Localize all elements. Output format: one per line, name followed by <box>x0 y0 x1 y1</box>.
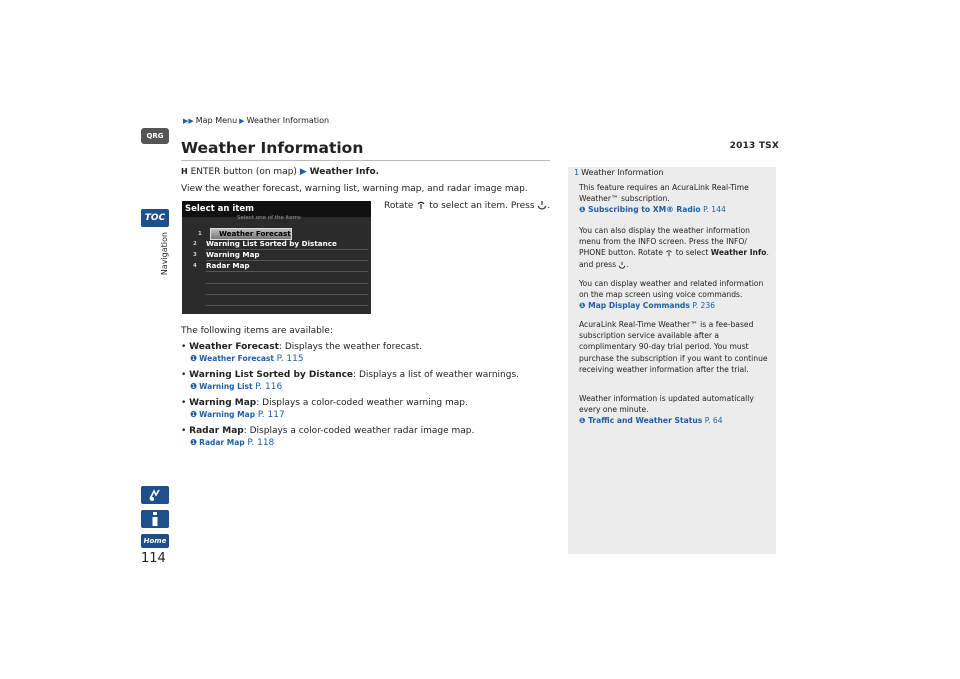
rotate-text-b: to select an item. Press <box>429 201 535 211</box>
rotate-text-a: Rotate <box>384 201 414 211</box>
list-item: • Radar Map: Displays a color-coded weather radar image map. <box>181 426 475 436</box>
sidebar-text: Weather information is updated automatically every one minute. <box>579 394 754 415</box>
sidebar-paragraph <box>579 225 773 270</box>
item-reference[interactable] <box>190 354 304 364</box>
item-reference[interactable] <box>190 438 274 448</box>
breadcrumb: ▶▶ Map Menu ▶ Weather Information <box>183 116 330 125</box>
reference-link[interactable]: Map Display Commands <box>588 301 690 311</box>
menu-path-prefix: ENTER button (on map) <box>190 167 297 177</box>
screen-item-num: 3 <box>193 252 197 258</box>
item-name: Warning Map <box>189 398 257 408</box>
sidebar-paragraph <box>579 278 773 312</box>
screen-divider <box>206 305 368 306</box>
reference-icon: ❶ <box>190 410 198 419</box>
intro-text: View the weather forecast, warning list, warning map, and radar image map. <box>181 184 528 194</box>
reference-link[interactable]: Warning List <box>199 382 253 391</box>
note-number: 1 <box>574 168 580 177</box>
screen-divider <box>206 294 368 295</box>
screen-item-label: Warning List Sorted by Distance <box>206 239 337 248</box>
list-item: • Warning List Sorted by Distance: Displays a list of weather warnings. <box>181 370 519 380</box>
reference-page[interactable]: P. 144 <box>703 205 726 215</box>
screen-item-label: Warning Map <box>206 250 260 259</box>
reference-page[interactable]: P. 116 <box>255 382 283 392</box>
sidebar-text: You can also display the weather information menu from the INFO screen. Press the INFO/ PHONE button. Rotate <box>579 226 750 258</box>
menu-path-target: Weather Info. <box>309 167 380 177</box>
sidebar-note <box>568 167 776 554</box>
voice-button[interactable] <box>141 486 169 504</box>
available-intro: The following items are available: <box>181 326 333 336</box>
rotate-knob-icon <box>665 249 673 257</box>
sidebar-heading <box>574 168 664 177</box>
breadcrumb-item[interactable]: Map Menu <box>195 116 238 125</box>
item-desc: : Displays a color-coded weather warning map. <box>256 398 468 408</box>
screen-item-num: 1 <box>198 231 202 237</box>
sidebar-text: You can display weather and related information on the map screen using voice commands. <box>579 279 764 300</box>
item-reference[interactable] <box>190 410 285 420</box>
list-item: • Weather Forecast: Displays the weather forecast. <box>181 342 423 352</box>
toc-tab[interactable]: TOC <box>141 209 169 227</box>
voice-icon <box>146 487 164 503</box>
menu-path <box>181 167 379 177</box>
item-name: Radar Map <box>189 426 244 436</box>
rotate-knob-icon <box>416 200 426 210</box>
screen-subtitle: Select one of the items <box>237 215 301 221</box>
home-icon: Home <box>143 537 167 545</box>
item-reference[interactable] <box>190 382 282 392</box>
sidebar-text: This feature requires an AcuraLink Real-Time Weather™ subscription. <box>579 183 749 204</box>
screen-item <box>193 250 368 261</box>
page-title: Weather Information <box>181 139 364 157</box>
sidebar-text: AcuraLink Real-Time Weather™ is a fee-based subscription service available after a complimentary 90-day trial period. You must purchase the subscription if you want to continue receiving weather information after the trial. <box>579 320 768 374</box>
reference-icon: ❶ <box>579 205 589 215</box>
sidebar-text: . <box>626 259 629 269</box>
item-name: Weather Forecast <box>189 342 279 352</box>
home-button[interactable] <box>141 534 169 548</box>
sidebar-heading-text: Weather Information <box>581 168 664 177</box>
section-label: Navigation <box>160 232 169 276</box>
arrow-icon: ▶ <box>299 167 307 177</box>
reference-icon: ❶ <box>190 438 198 447</box>
model-label: 2013 TSX <box>729 141 779 151</box>
screen-item <box>193 239 368 250</box>
sidebar-paragraph <box>579 393 773 427</box>
reference-page[interactable]: P. 118 <box>247 438 275 448</box>
screen-item-num: 2 <box>193 241 197 247</box>
enter-button-icon: H <box>181 167 188 176</box>
reference-link[interactable]: Traffic and Weather Status <box>588 416 703 426</box>
screen-item-label: Radar Map <box>206 261 250 270</box>
title-divider <box>181 160 550 161</box>
reference-page[interactable]: P. 117 <box>257 410 285 420</box>
reference-link[interactable]: Warning Map <box>199 410 256 419</box>
item-desc: : Displays the weather forecast. <box>278 342 423 352</box>
item-desc: : Displays a list of weather warnings. <box>353 370 519 380</box>
sidebar-paragraph <box>579 182 773 216</box>
screen-item-num: 4 <box>193 263 197 269</box>
page-number: 114 <box>141 551 166 566</box>
reference-page[interactable]: P. 64 <box>704 416 723 426</box>
reference-icon: ❶ <box>579 416 589 426</box>
sidebar-paragraph <box>579 319 773 375</box>
press-knob-icon <box>537 200 547 210</box>
rotate-instruction <box>384 200 550 211</box>
reference-icon: ❶ <box>190 354 198 363</box>
list-item: • Warning Map: Displays a color-coded weather warning map. <box>181 398 468 408</box>
info-button[interactable] <box>141 510 169 528</box>
qrg-tab[interactable]: QRG <box>141 128 169 144</box>
sidebar-bold: Weather Info <box>710 248 767 258</box>
screen-item-label: Weather Forecast <box>219 229 291 238</box>
breadcrumb-item: Weather Information <box>246 116 330 125</box>
reference-link[interactable]: Weather Forecast <box>199 354 274 363</box>
screen-item <box>193 261 368 272</box>
sidebar-text: . and press <box>579 248 769 269</box>
reference-page[interactable]: P. 236 <box>692 301 716 311</box>
reference-icon: ❶ <box>579 301 589 311</box>
info-icon <box>149 511 161 527</box>
nav-screen-image <box>182 201 371 314</box>
reference-icon: ❶ <box>190 382 198 391</box>
item-desc: : Displays a color-coded weather radar image map. <box>243 426 475 436</box>
screen-divider <box>206 283 368 284</box>
reference-link[interactable]: Subscribing to XM® Radio <box>588 205 701 215</box>
reference-page[interactable]: P. 115 <box>276 354 304 364</box>
item-name: Warning List Sorted by Distance <box>189 370 354 380</box>
reference-link[interactable]: Radar Map <box>199 438 245 447</box>
rotate-text-c: . <box>547 201 551 211</box>
screen-header: Select an item <box>182 201 371 217</box>
sidebar-text: to select <box>675 248 709 258</box>
